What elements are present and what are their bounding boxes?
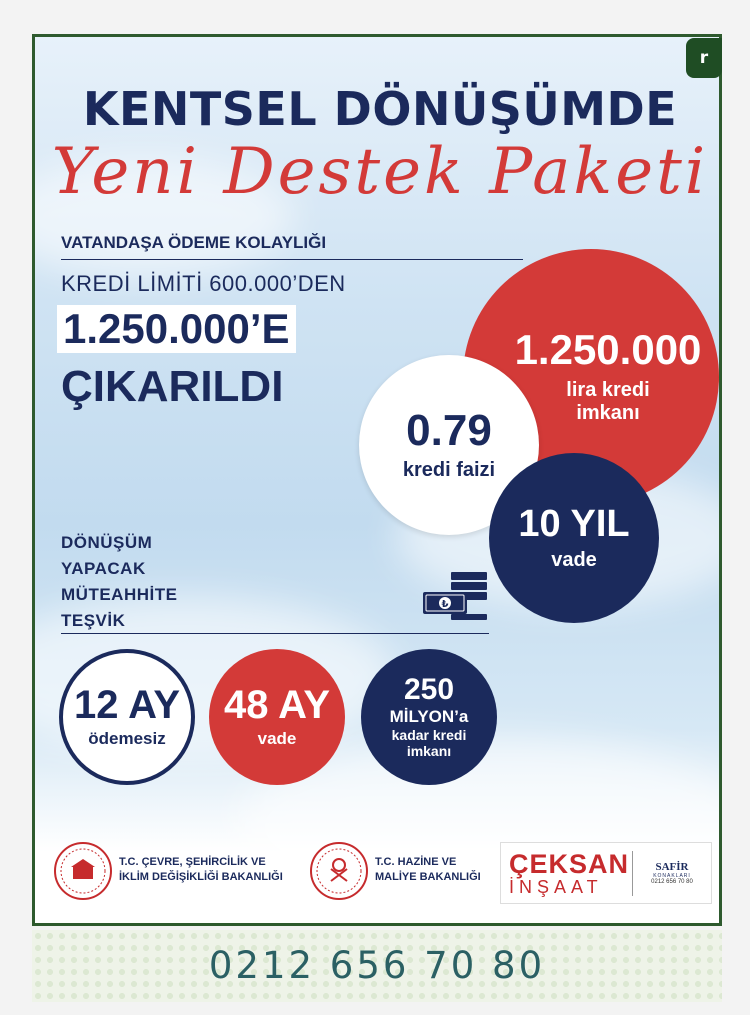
ministry-line: T.C. HAZİNE VE [375,856,457,868]
safir-logo [633,861,711,885]
safir-phone: 0212 656 70 80 [651,879,693,885]
limit-text: KREDİ LİMİTİ 600.000’DEN [61,271,346,296]
incentive-line: MÜTEAHHİTE [61,585,178,604]
ceksan-sub: İNŞAAT [509,876,603,897]
incentive-line: DÖNÜŞÜM [61,533,153,552]
corner-badge[interactable]: r [686,38,722,78]
grace-period-label: ödemesiz [88,729,166,749]
phone-number[interactable]: 0212 656 70 80 [208,944,546,987]
ceksan-name: ÇEKSAN [509,848,630,879]
ministry-line: T.C. ÇEVRE, ŞEHİRCİLİK VE [119,856,266,868]
svg-text:₺: ₺ [441,599,449,610]
contractor-term-circle [209,649,345,785]
phone-strip [32,930,722,1002]
environment-ministry-seal-icon [53,841,113,901]
citizen-heading: VATANDAŞA ÖDEME KOLAYLIĞI [61,233,327,252]
contractor-credit-label-2: kadar kredi [391,726,467,743]
contractor-term-value: 48 AY [223,683,330,728]
money-stack-icon [421,562,491,622]
treasury-ministry-seal-icon [309,841,369,901]
loan-term-value: 10 YIL [518,502,630,545]
limit-word: ÇIKARILDI [61,362,284,411]
ministry-line: MALİYE BAKANLIĞI [375,871,481,883]
contractor-term-label: vade [257,729,297,749]
interest-rate-label: kredi faizi [402,458,496,481]
poster-title: KENTSEL DÖNÜŞÜMDE [82,82,678,136]
treasury-ministry-name [375,855,481,885]
contractor-credit-value: 250 [403,673,455,707]
limit-amount: 1.250.000’E [57,305,296,353]
contractor-credit-circle [361,649,497,785]
interest-rate-value: 0.79 [406,405,492,455]
safir-sub: KONAKLARI [653,873,691,879]
environment-ministry-name [119,855,283,885]
ceksan-brand-box [500,842,712,904]
incentive-line: TEŞVİK [61,611,126,630]
campaign-poster [32,34,722,926]
loan-term-label: vade [551,548,597,571]
credit-amount-value: 1.250.000 [514,326,702,373]
ministry-line: İKLİM DEĞİŞİKLİĞİ BAKANLIĞI [119,871,283,883]
incentive-line: YAPACAK [61,559,146,578]
divider [61,633,489,634]
credit-amount-label-2: imkanı [576,402,640,424]
credit-amount-label-1: lira kredi [566,379,650,401]
grace-period-circle [59,649,195,785]
poster-subtitle: Yeni Destek Paketi [51,135,709,209]
contractor-incentive-heading [61,530,241,634]
ceksan-logo [501,848,633,897]
safir-name: SAFİR [655,861,689,873]
loan-term-circle [489,453,659,623]
divider [61,259,523,260]
contractor-credit-label-3: imkanı [406,742,452,759]
grace-period-value: 12 AY [73,683,180,728]
contractor-credit-label-1: MİLYON’a [389,707,469,727]
